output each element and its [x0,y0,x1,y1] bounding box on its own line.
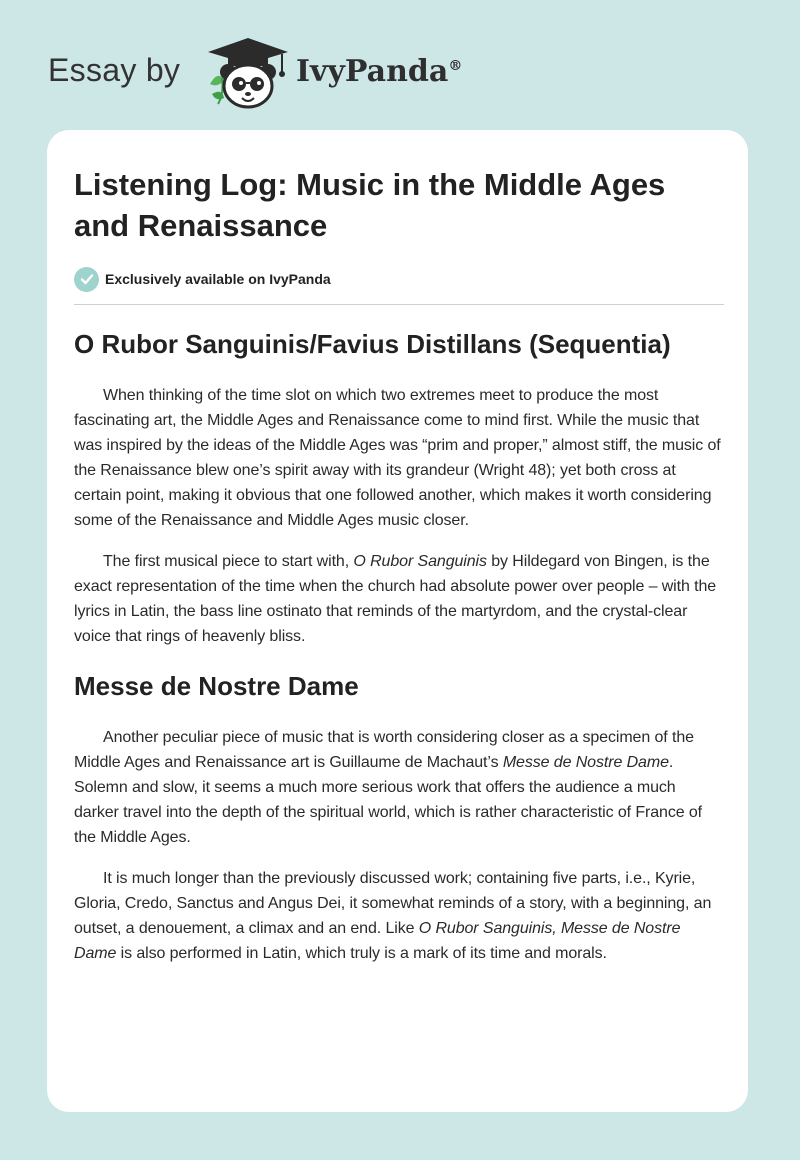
paragraph: The first musical piece to start with, O Rubor Sanguinis by Hildegard von Bingen, is the exact representation of the time when the church had absolute power over people – with the lyrics in Latin, the bass line ostinato that reminds of the martyrdom, and the crystal-clear voice that rings of heavenly bliss. [74,553,717,645]
brand-name: IvyPanda® [296,54,463,89]
badge-label: Exclusively available on IvyPanda [105,271,331,287]
essay-by-label: Essay by [48,52,181,88]
paragraph: Another peculiar piece of music that is worth considering closer as a specimen of the Middle Ages and Renaissance art is Guillaume de Machaut’s Messe de Nostre Dame. Solemn and slow, it seems a much more serious work that offers the audience a much darker travel into the depth of the spiritual world, which is rather characteristic of France of the Middle Ages. [74,729,703,846]
check-icon [74,267,99,292]
article-title: Listening Log: Music in the Middle Ages and Renaissance [74,167,666,243]
paragraph: When thinking of the time slot on which two extremes meet to produce the most fascinating art, the Middle Ages and Renaissance come to mind first. While the music that was inspired by the ideas of the Middle Ages was “prim and proper,” almost stiff, the music of the Renaissance blew one’s spirit away with its grandeur (Wright 48); yet both cross at certain point, making it obvious that one followed another, which makes it worth considering some of the Renaissance and Middle Ages music closer. [74,387,721,529]
site-header [48,34,752,114]
section-heading: O Rubor Sanguinis/Favius Distillans (Sequentia) [74,329,671,359]
title-divider [74,304,724,305]
section-heading: Messe de Nostre Dame [74,671,359,701]
paragraph: It is much longer than the previously discussed work; containing five parts, i.e., Kyrie, Gloria, Credo, Sanctus and Angus Dei, it somewhat reminds of a story, with a beginning, an outset, a denouement, a climax and an end. Like O Rubor Sanguinis, Messe de Nostre Dame is also performed in Latin, which truly is a mark of its time and morals. [74,870,712,962]
exclusive-badge [74,266,724,292]
article-card [47,130,748,1112]
panda-graduate-icon [204,34,292,110]
